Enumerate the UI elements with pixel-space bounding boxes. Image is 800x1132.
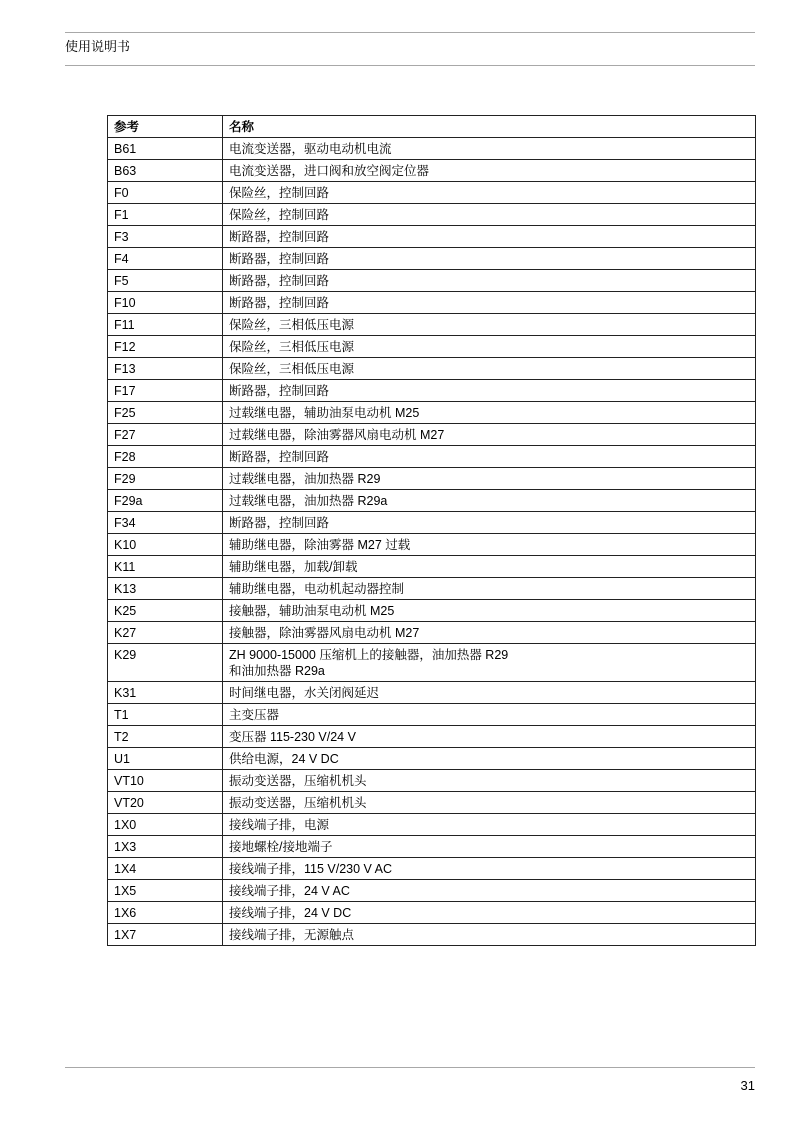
- table-row: [108, 138, 756, 160]
- table-row: [108, 402, 756, 424]
- name-cell: 接触器，辅助油泵电动机 M25: [223, 600, 756, 622]
- table-row: [108, 622, 756, 644]
- name-cell: 断路器，控制回路: [223, 446, 756, 468]
- ref-cell: 1X5: [108, 880, 223, 902]
- table-row: [108, 182, 756, 204]
- table-header-row: [108, 116, 756, 138]
- document-title: 使用说明书: [65, 39, 131, 54]
- name-cell: 过载继电器，油加热器 R29a: [223, 490, 756, 512]
- name-cell: 保险丝，控制回路: [223, 204, 756, 226]
- header-bottom-rule: [65, 65, 755, 66]
- ref-cell: F27: [108, 424, 223, 446]
- ref-cell: F12: [108, 336, 223, 358]
- table-row: [108, 446, 756, 468]
- name-cell: 断路器，控制回路: [223, 512, 756, 534]
- table-row: [108, 902, 756, 924]
- name-cell: 接线端子排，24 V DC: [223, 902, 756, 924]
- name-cell: 振动变送器，压缩机机头: [223, 792, 756, 814]
- ref-cell: F29: [108, 468, 223, 490]
- table-row: [108, 924, 756, 946]
- name-cell: 断路器，控制回路: [223, 292, 756, 314]
- ref-cell: F1: [108, 204, 223, 226]
- ref-cell: F5: [108, 270, 223, 292]
- name-cell: 过载继电器，除油雾器风扇电动机 M27: [223, 424, 756, 446]
- ref-cell: K13: [108, 578, 223, 600]
- table-row: [108, 248, 756, 270]
- table-row: [108, 858, 756, 880]
- table-row: [108, 490, 756, 512]
- name-cell: 保险丝，控制回路: [223, 182, 756, 204]
- ref-cell: F4: [108, 248, 223, 270]
- ref-cell: K25: [108, 600, 223, 622]
- footer-rule: [65, 1067, 755, 1068]
- ref-cell: 1X7: [108, 924, 223, 946]
- ref-cell: VT10: [108, 770, 223, 792]
- ref-cell: K10: [108, 534, 223, 556]
- ref-cell: F28: [108, 446, 223, 468]
- name-cell: 变压器 115-230 V/24 V: [223, 726, 756, 748]
- ref-cell: F25: [108, 402, 223, 424]
- ref-cell: K11: [108, 556, 223, 578]
- ref-cell: T2: [108, 726, 223, 748]
- name-cell: 断路器，控制回路: [223, 248, 756, 270]
- table-row: [108, 270, 756, 292]
- name-cell: 断路器，控制回路: [223, 270, 756, 292]
- ref-cell: 1X4: [108, 858, 223, 880]
- table-row: [108, 380, 756, 402]
- name-cell-line: ZH 9000-15000 压缩机上的接触器，油加热器 R29: [229, 648, 509, 662]
- name-cell: 辅助继电器，电动机起动器控制: [223, 578, 756, 600]
- name-cell: 接线端子排，115 V/230 V AC: [223, 858, 756, 880]
- parts-reference-table: [107, 115, 756, 946]
- page-number: 31: [740, 1078, 755, 1093]
- ref-cell: 1X6: [108, 902, 223, 924]
- ref-cell: F11: [108, 314, 223, 336]
- name-cell: 过载继电器，油加热器 R29: [223, 468, 756, 490]
- table-row: [108, 880, 756, 902]
- table-row: [108, 726, 756, 748]
- column-header-ref: 参考: [108, 116, 223, 138]
- ref-cell: F0: [108, 182, 223, 204]
- name-cell: 供给电源，24 V DC: [223, 748, 756, 770]
- table-row: [108, 336, 756, 358]
- name-cell: 电流变送器，驱动电动机电流: [223, 138, 756, 160]
- name-cell: 保险丝，三相低压电源: [223, 314, 756, 336]
- name-cell: 过载继电器，辅助油泵电动机 M25: [223, 402, 756, 424]
- ref-cell: F10: [108, 292, 223, 314]
- ref-cell: 1X0: [108, 814, 223, 836]
- name-cell: 接触器，除油雾器风扇电动机 M27: [223, 622, 756, 644]
- ref-cell: T1: [108, 704, 223, 726]
- table-row: [108, 770, 756, 792]
- table-row: [108, 578, 756, 600]
- ref-cell: B61: [108, 138, 223, 160]
- name-cell: 振动变送器，压缩机机头: [223, 770, 756, 792]
- name-cell: 断路器，控制回路: [223, 226, 756, 248]
- ref-cell: F17: [108, 380, 223, 402]
- ref-cell: F29a: [108, 490, 223, 512]
- table-row: [108, 836, 756, 858]
- table-row: [108, 682, 756, 704]
- name-cell: 辅助继电器，除油雾器 M27 过载: [223, 534, 756, 556]
- table-row: [108, 468, 756, 490]
- table-row: [108, 292, 756, 314]
- name-cell: 断路器，控制回路: [223, 380, 756, 402]
- ref-cell: VT20: [108, 792, 223, 814]
- name-cell-line: 和油加热器 R29a: [229, 664, 325, 678]
- name-cell: 主变压器: [223, 704, 756, 726]
- name-cell: 接地螺栓/接地端子: [223, 836, 756, 858]
- table-row: [108, 226, 756, 248]
- table-row: [108, 512, 756, 534]
- ref-cell: F3: [108, 226, 223, 248]
- table-row: [108, 556, 756, 578]
- table-row: [108, 814, 756, 836]
- table-row: [108, 534, 756, 556]
- column-header-name: 名称: [223, 116, 756, 138]
- name-cell: 保险丝，三相低压电源: [223, 358, 756, 380]
- name-cell: 电流变送器，进口阀和放空阀定位器: [223, 160, 756, 182]
- ref-cell: K29: [108, 644, 223, 682]
- ref-cell: U1: [108, 748, 223, 770]
- ref-cell: K27: [108, 622, 223, 644]
- ref-cell: B63: [108, 160, 223, 182]
- header-top-rule: [65, 32, 755, 33]
- name-cell: 接线端子排，电源: [223, 814, 756, 836]
- table-row: [108, 704, 756, 726]
- name-cell: 保险丝，三相低压电源: [223, 336, 756, 358]
- ref-cell: F34: [108, 512, 223, 534]
- table-row: [108, 160, 756, 182]
- table-header: [108, 116, 756, 138]
- name-cell: 辅助继电器，加载/卸载: [223, 556, 756, 578]
- name-cell: [223, 644, 756, 682]
- table-row: [108, 358, 756, 380]
- table-row: [108, 204, 756, 226]
- ref-cell: 1X3: [108, 836, 223, 858]
- table-row: [108, 792, 756, 814]
- name-cell: 接线端子排，24 V AC: [223, 880, 756, 902]
- table-row: [108, 600, 756, 622]
- table-body: [108, 138, 756, 946]
- table-row: [108, 644, 756, 682]
- table-row: [108, 748, 756, 770]
- table-row: [108, 424, 756, 446]
- name-cell: 时间继电器，水关闭阀延迟: [223, 682, 756, 704]
- table-row: [108, 314, 756, 336]
- name-cell: 接线端子排，无源触点: [223, 924, 756, 946]
- ref-cell: F13: [108, 358, 223, 380]
- ref-cell: K31: [108, 682, 223, 704]
